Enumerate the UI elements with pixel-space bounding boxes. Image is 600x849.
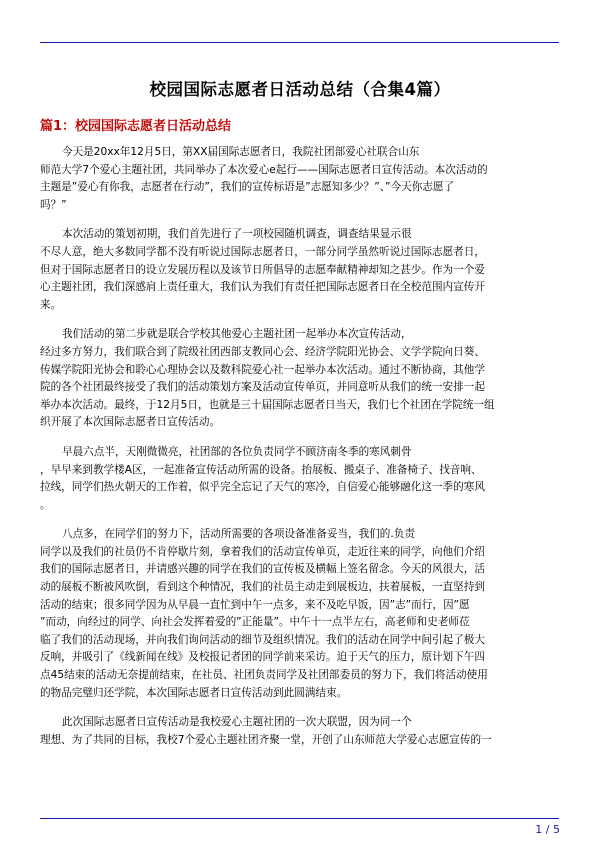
paragraph-line: 动的展板不断被风吹倒，看到这个种情况，我们的社员主动走到展板边，扶着展板，一直坚持到 bbox=[40, 581, 485, 594]
body-paragraph bbox=[40, 226, 560, 314]
paragraph-line: 同学以及我们的社员仍不肯停歇片刻，拿着我们的活动宣传单页，走近往来的同学，向他们介绍 bbox=[40, 545, 485, 558]
document-body bbox=[40, 144, 560, 749]
paragraph-line: 来。 bbox=[40, 298, 62, 311]
body-paragraph bbox=[40, 714, 560, 749]
paragraph-line: 我们的国际志愿者日，并请感兴趣的同学在我们的宣传板及横幅上签名留念。今天的风很大，活 bbox=[40, 563, 485, 576]
paragraph-line: 此次国际志愿者日宣传活动是我校爱心主题社团的一次大联盟，因为同一个 bbox=[62, 716, 412, 729]
paragraph-line: 织开展了本次国际志愿者日宣传活动。 bbox=[40, 416, 221, 429]
paragraph-line: 理想、为了共同的目标，我校7个爱心主题社团齐聚一堂，开创了山东师范大学爱心志愿宣传的一 bbox=[40, 733, 492, 746]
paragraph-line: ”而动，向经过的同学、向社会发挥着爱的”正能量”。中午十一点半左右，高老师和史老师莅 bbox=[40, 616, 470, 629]
body-paragraph bbox=[40, 326, 560, 432]
header-rule bbox=[40, 42, 559, 43]
body-paragraph bbox=[40, 526, 560, 702]
section-heading: 篇1：校园国际志愿者日活动总结 bbox=[40, 119, 232, 134]
paragraph-line: 点45结束的活动无奈提前结束，在社员、社团负责同学及社团部委员的努力下，我们将活动使用 bbox=[40, 669, 488, 682]
paragraph-line: 吗？” bbox=[40, 198, 67, 211]
paragraph-line: ，早早来到教学楼A区，一起准备宣传活动所需的设备。抬展板、搬桌子、准备椅子、找音响、 bbox=[40, 463, 482, 476]
paragraph-line: 心主题社团，我们深感肩上责任重大，我们认为我们有责任把国际志愿者日在全校范围内宣传开 bbox=[40, 281, 485, 294]
body-paragraph bbox=[40, 144, 560, 214]
paragraph-line: 但对于国际志愿者日的设立发展历程以及该节日所倡导的志愿奉献精神却知之甚少。作为一个爱 bbox=[40, 263, 485, 276]
paragraph-line: 师范大学7个爱心主题社团，共同举办了本次爱心e起行——国际志愿者日宣传活动。本次活动的 bbox=[40, 163, 488, 176]
paragraph-line: 主题是”爱心有你我，志愿者在行动”，我们的宣传标语是”志愿知多少？”、”今天你志愿了 bbox=[40, 181, 455, 194]
document-title: 校园国际志愿者日活动总结（合集4篇） bbox=[149, 80, 451, 99]
paragraph-line: 本次活动的策划初期，我们首先进行了一项校园随机调查，调查结果显示很 bbox=[62, 228, 412, 241]
paragraph-line: 的物品完璧归还学院，本次国际志愿者日宣传活动到此圆满结束。 bbox=[40, 686, 348, 699]
paragraph-line: 院的各个社团最终接受了我们的活动策划方案及活动宣传单页，并同意听从我们的统一安排一起 bbox=[40, 381, 485, 394]
paragraph-line: 不尽人意，绝大多数同学都不没有听说过国际志愿者日，一部分同学虽然听说过国际志愿者日， bbox=[40, 245, 485, 258]
paragraph-line: 八点多，在同学们的努力下，活动所需要的各项设备准备妥当，我们的.负责 bbox=[62, 528, 415, 541]
paragraph-line: 我们活动的第二步就是联合学校其他爱心主题社团一起举办本次宣传活动， bbox=[62, 328, 412, 341]
paragraph-line: 活动的结束；很多同学因为从早晨一直忙到中午一点多，来不及吃早饭，因”志”而行，因”愿 bbox=[40, 598, 470, 611]
paragraph-line: 经过多方努力，我们联合到了院级社团西部支教同心会、经济学院阳光协会、文学学院向日葵、 bbox=[40, 345, 485, 358]
paragraph-line: 今天是20xx年12月5日，第XX届国际志愿者日，我院社团部爱心社联合山东 bbox=[62, 146, 420, 158]
paragraph-line: 反响，并吸引了《线新闻在线》及校报记者团的同学前来采访。迫于天气的压力，原计划下午四 bbox=[40, 651, 485, 664]
paragraph-line: 临了我们的活动现场，并向我们询问活动的细节及组织情况。我们的活动在同学中间引起了极大 bbox=[40, 633, 485, 646]
page-number: 1 / 5 bbox=[535, 823, 560, 836]
body-paragraph bbox=[40, 444, 560, 514]
paragraph-line: 拉线，同学们热火朝天的工作着，似乎完全忘记了天气的寒冷，自信爱心能够融化这一季的寒风 bbox=[40, 481, 485, 494]
paragraph-line: 举办本次活动。最终，于12月5日，也就是三十届国际志愿者日当天，我们七个社团在学院统一组 bbox=[40, 398, 495, 411]
paragraph-line: 。 bbox=[40, 498, 51, 511]
paragraph-line: 传媒学院阳光协会和聆心心理协会以及数科院爱心社一起举办本次活动。通过不断协商，其他学 bbox=[40, 363, 485, 376]
footer-rule bbox=[40, 818, 559, 819]
paragraph-line: 早晨六点半，天刚微微亮，社团部的各位负责同学不顾济南冬季的寒风刺骨 bbox=[62, 445, 412, 458]
